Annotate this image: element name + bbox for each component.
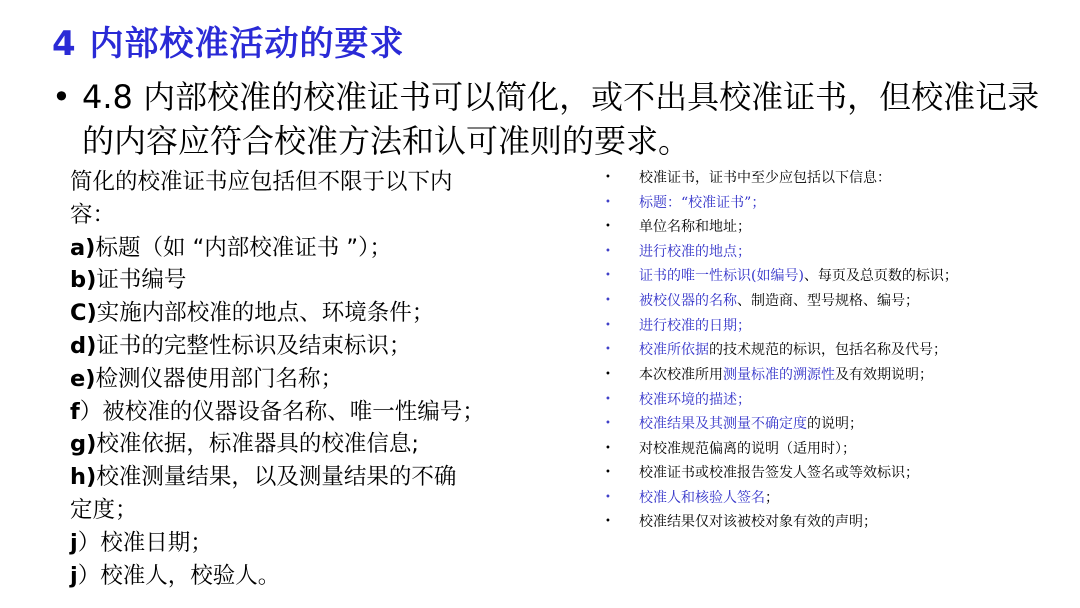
- list-intro: • 校准证书，证书中至少应包括以下信息：: [604, 166, 1014, 191]
- list-item: g)校准依据，标准器具的校准信息;: [70, 431, 419, 458]
- bullet-icon: •: [605, 491, 611, 503]
- list-item: C)实施内部校准的地点、环境条件；: [70, 300, 435, 327]
- list-item: • 被校仪器的名称、制造商、型号规格、编号；: [604, 289, 1014, 314]
- list-item: • 校准结果仅对该被校对象有效的声明；: [604, 510, 1014, 535]
- bullet-icon: •: [605, 172, 611, 183]
- list-item: • 校准证书或校准报告签发人签名或等效标识；: [604, 461, 1014, 486]
- list-item: 简化的校准证书应包括但不限于以下内: [70, 169, 453, 195]
- main-bullet-text: 4.8 内部校准的校准证书可以简化，或不出具校准证书，但校准记录的内容应符合校准方法和认可准则的要求。: [82, 78, 1040, 160]
- bullet-icon: •: [52, 78, 71, 116]
- list-item: • 校准环境的描述；: [604, 388, 1014, 413]
- list-item: • 标题：“校准证书”；: [604, 191, 1014, 216]
- bullet-icon: •: [605, 393, 611, 405]
- list-item: • 进行校准的日期；: [604, 314, 1014, 339]
- slide-title: 4 内部校准活动的要求: [52, 24, 405, 64]
- bullet-icon: •: [605, 196, 611, 208]
- bullet-icon: •: [605, 319, 611, 331]
- list-item: • 校准所依据的技术规范的标识，包括名称及代号；: [604, 338, 1014, 363]
- list-item: • 单位名称和地址；: [604, 215, 1014, 240]
- bullet-icon: •: [605, 418, 611, 429]
- bullet-icon: •: [605, 516, 611, 527]
- list-item: j）校准日期；: [70, 529, 213, 556]
- list-item: • 进行校准的地点；: [604, 240, 1014, 265]
- bullet-icon: •: [605, 270, 611, 281]
- list-item: f）被校准的仪器设备名称、唯一性编号；: [70, 398, 485, 425]
- list-item: • 校准结果及其测量不确定度的说明；: [604, 412, 1014, 437]
- list-item: 容：: [70, 201, 116, 228]
- bullet-icon: •: [605, 467, 611, 478]
- bullet-icon: •: [605, 221, 611, 232]
- simplified-certificate-list: [70, 166, 570, 592]
- list-item: j）校准人，校验人。: [70, 562, 281, 589]
- main-bullet-point: [52, 75, 1062, 163]
- bullet-icon: •: [605, 369, 611, 380]
- list-item: a)标题（如 “内部校准证书 ”）；: [70, 234, 392, 261]
- list-item: e)检测仪器使用部门名称；: [70, 365, 344, 392]
- list-item: 定度；: [70, 496, 138, 523]
- bullet-icon: •: [605, 344, 611, 355]
- list-item: h)校准测量结果，以及测量结果的不确: [70, 464, 457, 491]
- list-item: b)证书编号: [70, 267, 187, 294]
- list-item: d)证书的完整性标识及结束标识；: [70, 332, 412, 359]
- list-item: • 证书的唯一性标识(如编号)、每页及总页数的标识；: [604, 264, 1014, 289]
- bullet-icon: •: [605, 442, 611, 454]
- list-item: • 校准人和核验人签名；: [604, 486, 1014, 511]
- list-item: • 本次校准所用测量标准的溯源性及有效期说明；: [604, 363, 1014, 388]
- certificate-requirements-list: [604, 166, 1014, 535]
- bullet-icon: •: [605, 295, 611, 306]
- list-item: • 对校准规范偏离的说明（适用时）；: [604, 437, 1014, 462]
- bullet-icon: •: [605, 245, 611, 257]
